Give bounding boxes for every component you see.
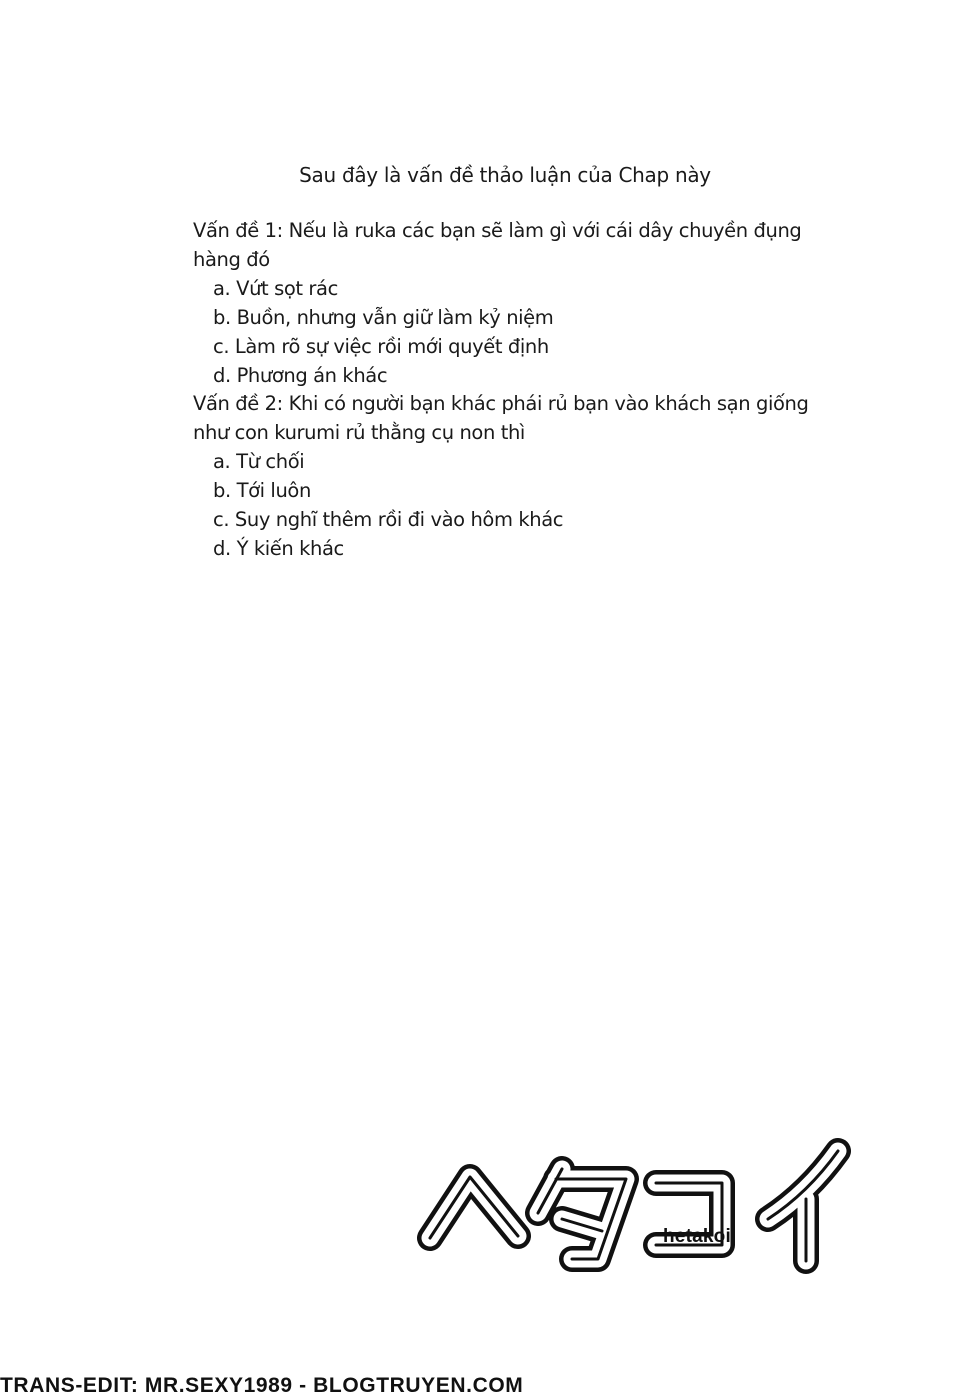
- question-1-options: [193, 274, 833, 390]
- question-2-option-d: d. Ý kiến khác: [213, 537, 344, 560]
- question-2-option-b: b. Tới luôn: [213, 479, 311, 502]
- question-2-text: Vấn đề 2: Khi có người bạn khác phái rủ bạn vào khách sạn giống như con kurumi rủ thằng cụ non thì: [193, 392, 809, 444]
- question-2: [193, 389, 833, 563]
- question-1-option-c: c. Làm rõ sự việc rồi mới quyết định: [213, 335, 549, 358]
- question-1: [193, 216, 833, 390]
- logo-subtitle: hetakoi: [663, 1226, 731, 1247]
- question-1-option-a: a. Vứt sọt rác: [213, 277, 338, 300]
- question-2-option-a: a. Từ chối: [213, 450, 305, 473]
- page-title: Sau đây là vấn đề thảo luận của Chap này: [299, 163, 711, 187]
- question-2-options: [193, 447, 833, 563]
- credits: TRANS-EDIT: MR.SEXY1989 - BLOGTRUYEN.COM: [0, 1374, 524, 1397]
- question-2-option-c: c. Suy nghĩ thêm rồi đi vào hôm khác: [213, 508, 564, 531]
- question-1-option-d: d. Phương án khác: [213, 364, 388, 387]
- question-1-text: Vấn đề 1: Nếu là ruka các bạn sẽ làm gì với cái dây chuyền đụng hàng đó: [193, 219, 802, 271]
- hetakoi-logo: [412, 1135, 872, 1275]
- question-1-option-b: b. Buồn, nhưng vẫn giữ làm kỷ niệm: [213, 306, 554, 329]
